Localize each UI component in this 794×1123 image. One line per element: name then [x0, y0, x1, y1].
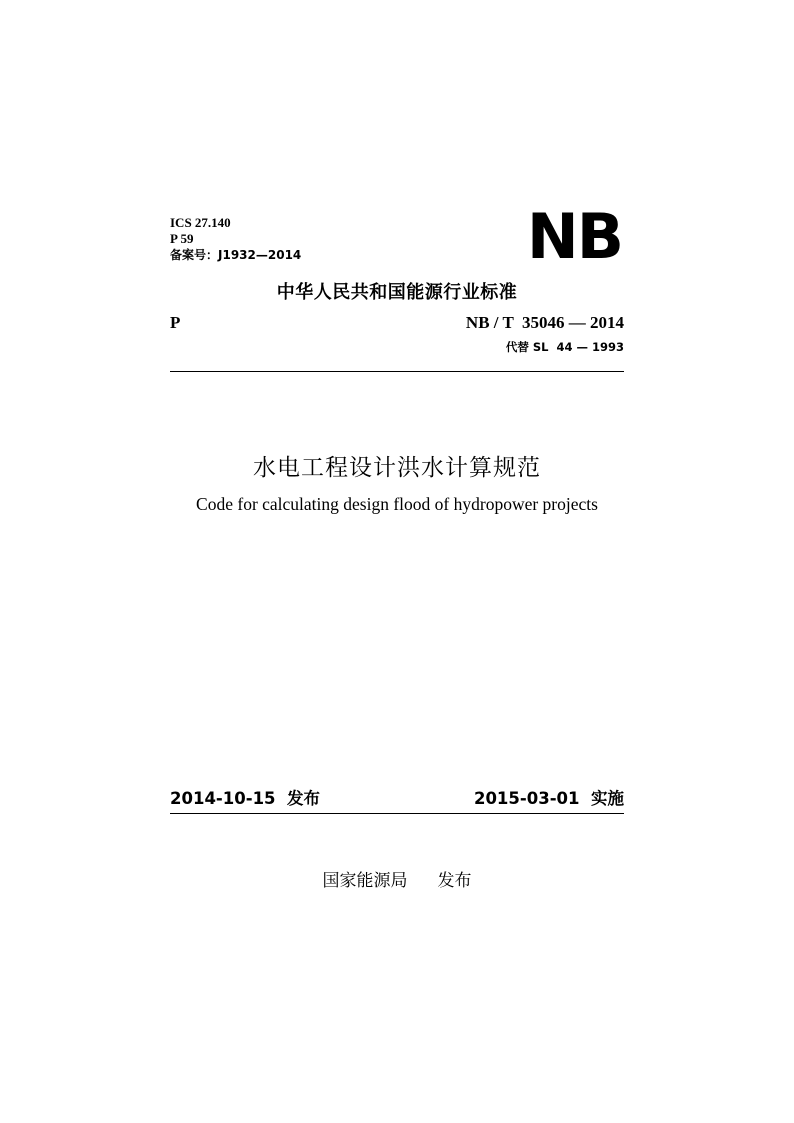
standard-number: NB / T 35046 — 2014: [465, 313, 624, 332]
classification-code: P: [170, 313, 181, 332]
publisher-action: 发布: [437, 871, 472, 891]
p-code: P 59: [170, 231, 194, 246]
filing-number: 备案号：J1932—2014: [170, 248, 302, 262]
title-english: Code for calculating design flood of hydropower projects: [196, 494, 598, 514]
issuing-category: 中华人民共和国能源行业标准: [276, 282, 518, 303]
publisher-line: [0, 866, 794, 891]
footer-divider: [170, 813, 624, 814]
ics-code: ICS 27.140: [170, 215, 231, 230]
issue-date: 2014-10-15 发布: [170, 789, 321, 808]
replaces-standard: 代替 SL 44 — 1993: [505, 340, 624, 354]
publisher-name: 国家能源局: [322, 871, 408, 891]
nb-logo: NB: [526, 200, 622, 273]
title-chinese: 水电工程设计洪水计算规范: [253, 455, 541, 481]
implementation-date: 2015-03-01 实施: [473, 789, 624, 808]
header-divider: [170, 371, 624, 372]
